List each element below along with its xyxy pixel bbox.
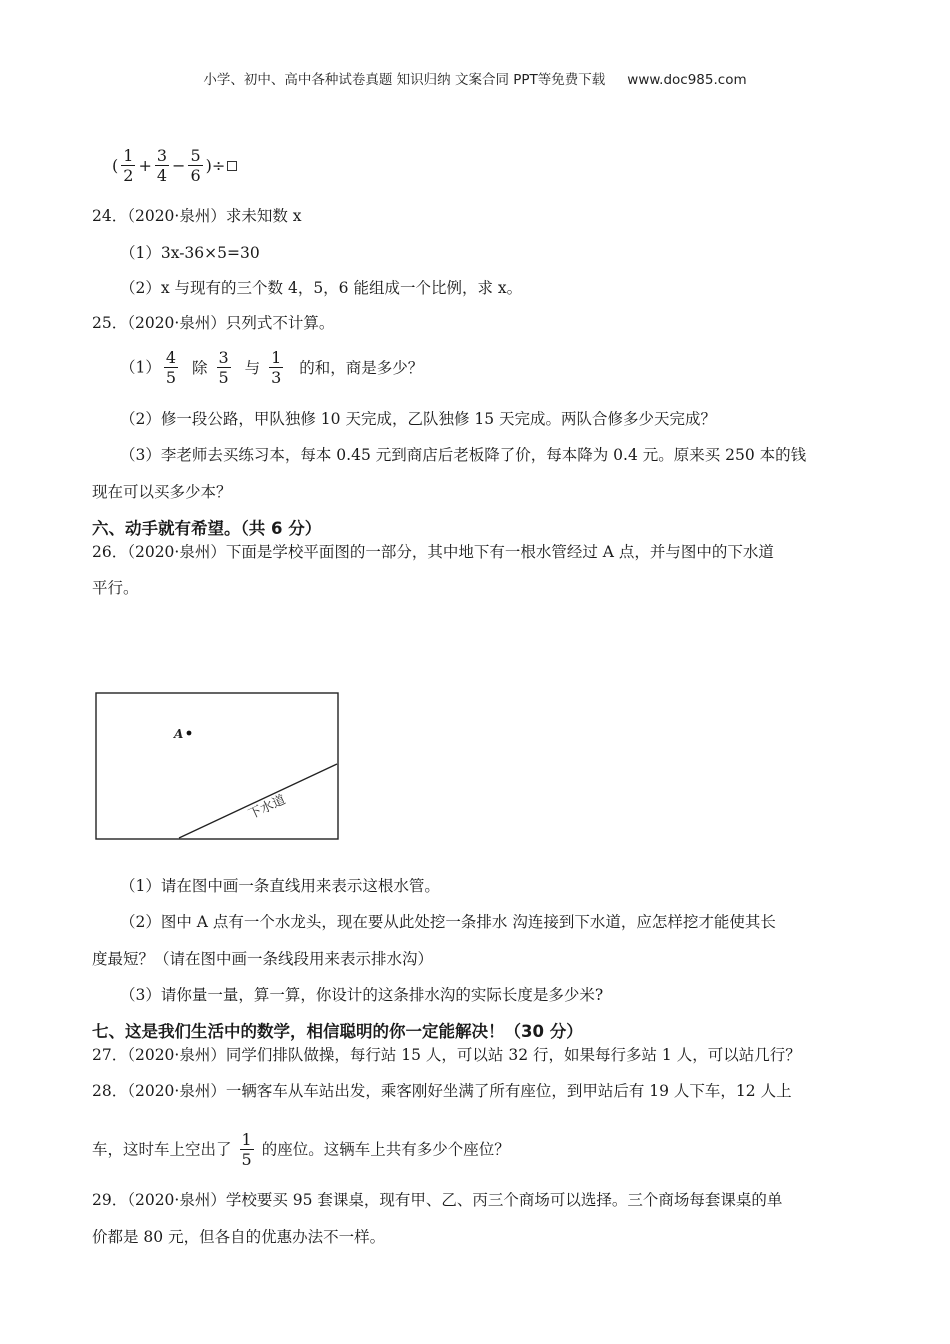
q26-stem-line1: 26．（2020·泉州）下面是学校平面图的一部分，其中地下有一根水管经过 A 点，并与图中的下水道 [92, 543, 774, 561]
q27-text: 27．（2020·泉州）同学们排队做操，每行站 15 人，可以站 32 行，如果每行多站 1 人，可以站几行？ [92, 1046, 801, 1064]
open-paren: ( [112, 156, 119, 175]
drain-line [179, 764, 337, 838]
plus-sign: + [138, 156, 152, 175]
blank-box [227, 161, 237, 171]
q24-stem: 24．（2020·泉州）求未知数 x [92, 207, 302, 225]
q26-part2-line2: 度最短？（请在图中画一条线段用来表示排水沟） [92, 950, 434, 968]
fraction: $\frac{1}{5}$ [241, 1130, 252, 1169]
fraction: $\frac{3}{4}$ [156, 146, 168, 185]
q25-part1: （1） $\frac{4}{5}$ 除 $\frac{3}{5}$ 与 $\frac{1}{3}$ 的和，商是多少？ [120, 348, 424, 387]
q26-part1: （1）请在图中画一条直线用来表示这根水管。 [120, 877, 440, 895]
fraction: $\frac{5}{6}$ [190, 146, 201, 185]
fraction: $\frac{1}{3}$ [271, 348, 282, 387]
q28-line1: 28．（2020·泉州）一辆客车从车站出发，乘客刚好坐满了所有座位，到甲站后有 19 人下车，12 人上 [92, 1082, 792, 1100]
q29-line1: 29．（2020·泉州）学校要买 95 套课桌，现有甲、乙、丙三个商场可以选择。三个商场每套课桌的单 [92, 1191, 783, 1209]
q25-part3-line1: （3）李老师去买练习本，每本 0.45 元到商店后老板降了价，每本降为 0.4 元。原来买 250 本的钱 [120, 446, 807, 464]
minus-sign: − [172, 156, 186, 175]
header-text: 小学、初中、高中各种试卷真题 知识归纳 文案合同 PPT等免费下载 [203, 72, 606, 88]
section-6-title: 六、动手就有希望。（共 6 分） [92, 519, 322, 538]
q24-part2: （2）x 与现有的三个数 4，5，6 能组成一个比例，求 x。 [120, 279, 523, 297]
q26-stem-line2: 平行。 [92, 579, 139, 597]
q25-stem: 25．（2020·泉州）只列式不计算。 [92, 314, 335, 332]
q25-part3-line2: 现在可以买多少本？ [92, 483, 232, 501]
section-7-title: 七、这是我们生活中的数学，相信聪明的你一定能解决！（30 分） [92, 1022, 583, 1041]
q29-line2: 价都是 80 元，但各自的优惠办法不一样。 [92, 1228, 386, 1246]
school-plan-diagram [95, 692, 339, 840]
plan-border [96, 693, 338, 839]
drain-label: 下水道 [246, 792, 289, 823]
q25-part2: （2）修一段公路，甲队独修 10 天完成，乙队独修 15 天完成。两队合修多少天完成？ [120, 410, 717, 428]
fraction: $\frac{3}{5}$ [218, 348, 229, 387]
point-a-label: A [174, 727, 184, 741]
q24-part1: （1）3x-36×5=30 [120, 244, 260, 262]
fraction: $\frac{4}{5}$ [165, 348, 177, 387]
q28-line2: 车，这时车上空出了 $\frac{1}{5}$ 的座位。这辆车上共有多少个座位？ [92, 1130, 510, 1169]
fraction: $\frac{1}{2}$ [123, 146, 134, 185]
q26-part2-line1: （2）图中 A 点有一个水龙头，现在要从此处挖一条排水 沟连接到下水道，应怎样挖才能使其长 [120, 913, 776, 931]
expression-23 [112, 146, 237, 185]
point-a-dot [187, 731, 192, 736]
header-url[interactable]: www.doc985.com [627, 72, 747, 88]
q26-part3: （3）请你量一量，算一算，你设计的这条排水沟的实际长度是多少米? [120, 986, 604, 1004]
close-paren-divide: )÷ [205, 156, 226, 175]
page-header [0, 68, 950, 88]
